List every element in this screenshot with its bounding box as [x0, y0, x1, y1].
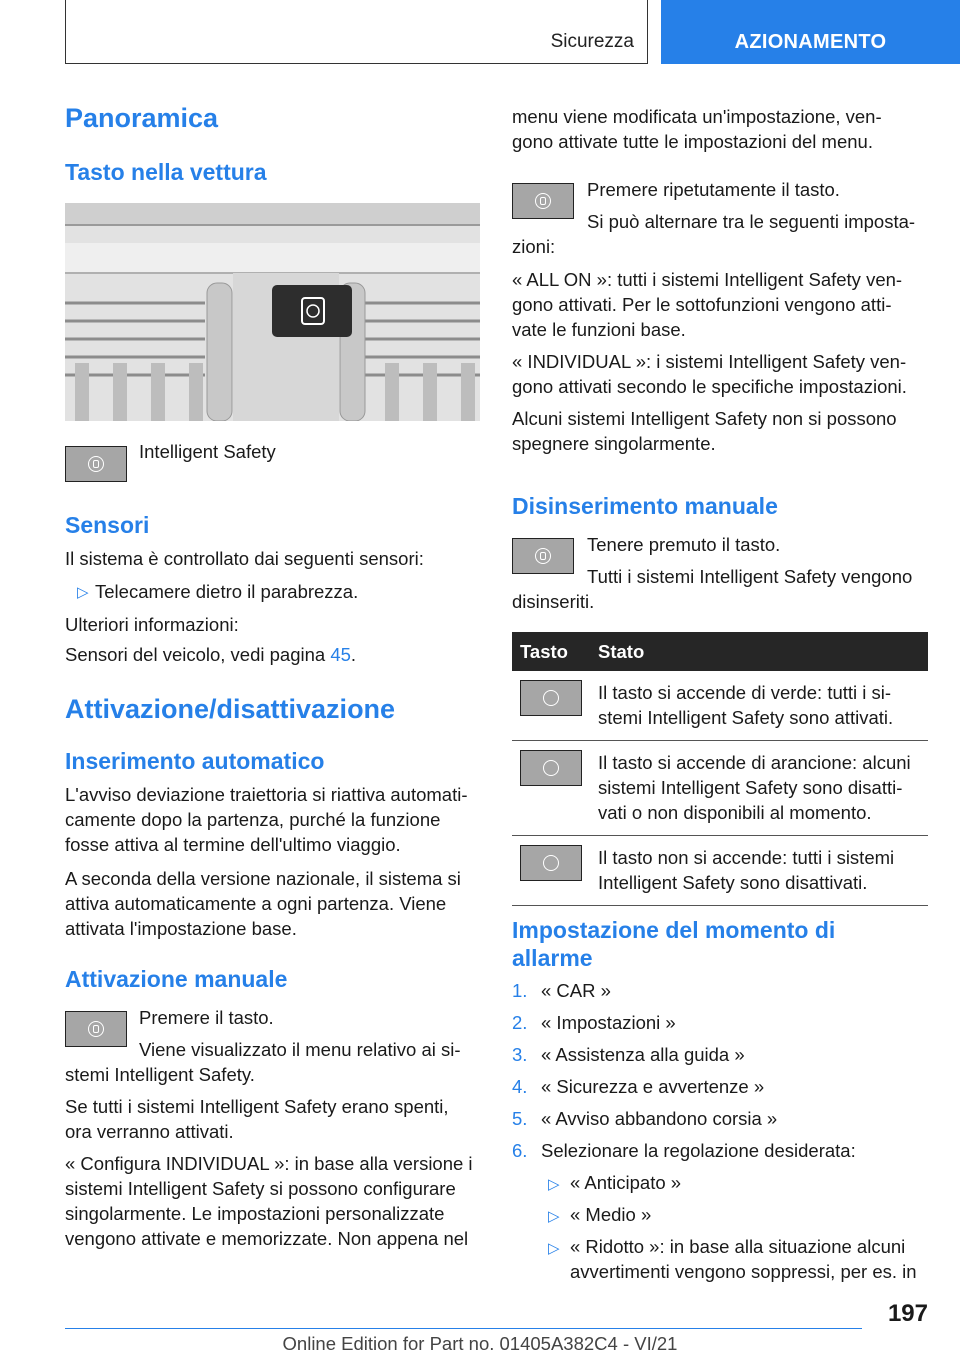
more-info-label: Ulteriori informazioni: [65, 614, 239, 635]
off-line-3: disinseriti. [512, 591, 595, 612]
line: Il tasto non si accende: tutti i sistemi [598, 847, 895, 868]
intelligent-safety-key-icon [65, 446, 127, 482]
continuation-paragraph [512, 104, 882, 154]
line: spegnere singolarmente. [512, 433, 716, 454]
intelligent-safety-key-icon [65, 1011, 127, 1047]
key-caption: Intelligent Safety [139, 441, 276, 462]
step-text: « Sicurezza e avvertenze » [541, 1076, 765, 1097]
header-section: Sicurezza [550, 31, 634, 52]
sensors-item: Telecamere dietro il parabrezza. [95, 581, 359, 602]
repeat-line-2: Si può alternare tra le seguenti imposta- [587, 211, 916, 232]
line: allarme [512, 945, 593, 971]
more-info-ref-end: . [350, 644, 357, 665]
line: Intelligent Safety sono disattivati. [598, 872, 868, 893]
line: Alcuni sistemi Intelligent Safety non si possono [512, 408, 897, 429]
off-line-1: Tenere premuto il tasto. [587, 534, 781, 555]
line: vate le funzioni base. [512, 319, 686, 340]
dashboard-illustration [65, 203, 480, 421]
intelligent-safety-key-icon [512, 183, 574, 219]
table-row [512, 741, 928, 836]
dashboard-photo [65, 203, 480, 421]
heading-auto: Inserimento automatico [65, 748, 325, 774]
all-on-paragraph [512, 267, 902, 342]
repeat-line-1: Premere ripetutamente il tasto. [587, 179, 840, 200]
heading-manual: Attivazione manuale [65, 966, 288, 992]
more-info-ref [65, 642, 356, 667]
step-number: 6. [512, 1140, 528, 1161]
auto-paragraph-1 [65, 782, 468, 857]
header-chapter: AZIONAMENTO [734, 31, 887, 53]
line: camente dopo la partenza, purché la funzione [65, 809, 441, 830]
heading-activation: Attivazione/disattivazione [65, 694, 396, 724]
key-off-icon [520, 845, 582, 881]
step-text: Selezionare la regolazione desiderata: [541, 1140, 856, 1161]
manual-line-3: stemi Intelligent Safety. [65, 1064, 255, 1085]
line: vengono attivate e memorizzate. Non appena nel [65, 1228, 469, 1249]
table-row [512, 671, 928, 741]
step-number: 3. [512, 1044, 528, 1065]
line: gono attivati. Per le sottofunzioni vengono atti- [512, 294, 892, 315]
line: L'avviso deviazione traiettoria si riattiva automati- [65, 784, 468, 805]
table-header-row [512, 632, 928, 671]
table-header-status: Stato [590, 632, 928, 671]
more-info-ref-text: Sensori del veicolo, vedi pagina [65, 644, 331, 665]
line: avvertimenti vengono soppressi, per es. in [570, 1261, 917, 1282]
line: stemi Intelligent Safety sono attivati. [598, 707, 894, 728]
line: A seconda della versione nazionale, il sistema si [65, 868, 461, 889]
heading-warning-time [512, 916, 928, 972]
step-number: 2. [512, 1012, 528, 1033]
line: gono attivate tutte le impostazioni del menu. [512, 131, 873, 152]
page-link-45[interactable]: 45 [330, 644, 351, 665]
heading-button: Tasto nella vettura [65, 159, 267, 185]
table-cell-status [590, 671, 928, 741]
heading-manual-off: Disinserimento manuale [512, 493, 778, 519]
line: vati o non disponibili al momento. [598, 802, 872, 823]
heading-overview: Panoramica [65, 103, 219, 133]
footer-edition: Online Edition for Part no. 01405A382C4 - VI/21 [282, 1333, 678, 1354]
step-number: 5. [512, 1108, 528, 1129]
intelligent-safety-key-icon [512, 538, 574, 574]
manual-paragraph-3 [65, 1151, 473, 1251]
line: Se tutti i sistemi Intelligent Safety erano spenti, [65, 1096, 449, 1117]
step-text: « Impostazioni » [541, 1012, 676, 1033]
line: Impostazione del momento di [512, 917, 836, 943]
repeat-line-3: zioni: [512, 236, 556, 257]
line: « INDIVIDUAL »: i sistemi Intelligent Safety ven- [512, 351, 907, 372]
bullet-triangle-icon: ▷ [548, 1176, 560, 1193]
header-section-box [65, 0, 648, 64]
line: « Configura INDIVIDUAL »: in base alla versione i [65, 1153, 473, 1174]
header-chapter-box [661, 0, 960, 64]
manual-paragraph-2 [65, 1094, 449, 1144]
line: menu viene modificata un'impostazione, ven- [512, 106, 882, 127]
bullet-triangle-icon: ▷ [548, 1240, 560, 1257]
sub-option: « Medio » [570, 1204, 652, 1225]
table-cell-status [590, 741, 928, 836]
bullet-triangle-icon: ▷ [548, 1208, 560, 1225]
table-cell-key [512, 836, 590, 906]
status-table [512, 632, 928, 906]
line: Il tasto si accende di arancione: alcuni [598, 752, 911, 773]
table-row [512, 836, 928, 906]
line: attivata l'impostazione base. [65, 918, 297, 939]
bullet-triangle-icon: ▷ [77, 584, 89, 601]
step-number: 1. [512, 980, 528, 1001]
line: fosse attiva al termine dell'ultimo viaggio. [65, 834, 401, 855]
line: « ALL ON »: tutti i sistemi Intelligent Safety ven- [512, 269, 903, 290]
step-text: « CAR » [541, 980, 611, 1001]
table-header-key: Tasto [512, 632, 590, 671]
line: ora verranno attivati. [65, 1121, 234, 1142]
key-green-icon [520, 680, 582, 716]
line: gono attivati secondo le specifiche impostazioni. [512, 376, 907, 397]
manual-line-1: Premere il tasto. [139, 1007, 274, 1028]
auto-paragraph-2 [65, 866, 461, 941]
line: sistemi Intelligent Safety si possono configurare [65, 1178, 456, 1199]
table-cell-key [512, 741, 590, 836]
some-systems-paragraph [512, 406, 897, 456]
footer-divider [65, 1328, 862, 1329]
individual-paragraph [512, 349, 907, 399]
line: Il tasto si accende di verde: tutti i si- [598, 682, 892, 703]
table-cell-key [512, 671, 590, 741]
page-number: 197 [887, 1300, 928, 1327]
heading-sensors: Sensori [65, 512, 150, 538]
line: sistemi Intelligent Safety sono disatti- [598, 777, 903, 798]
step-text: « Assistenza alla guida » [541, 1044, 745, 1065]
line: singolarmente. Le impostazioni personalizzate [65, 1203, 445, 1224]
line: attiva automaticamente a ogni partenza. Viene [65, 893, 447, 914]
key-orange-icon [520, 750, 582, 786]
manual-line-2: Viene visualizzato il menu relativo ai si- [139, 1039, 461, 1060]
step-number: 4. [512, 1076, 528, 1097]
step-text: « Avviso abbandono corsia » [541, 1108, 778, 1129]
sub-option [570, 1234, 928, 1284]
sensors-intro: Il sistema è controllato dai seguenti sensori: [65, 548, 424, 569]
line: « Ridotto »: in base alla situazione alcuni [570, 1236, 906, 1257]
sub-option: « Anticipato » [570, 1172, 682, 1193]
table-cell-status [590, 836, 928, 906]
off-line-2: Tutti i sistemi Intelligent Safety vengono [587, 566, 913, 587]
